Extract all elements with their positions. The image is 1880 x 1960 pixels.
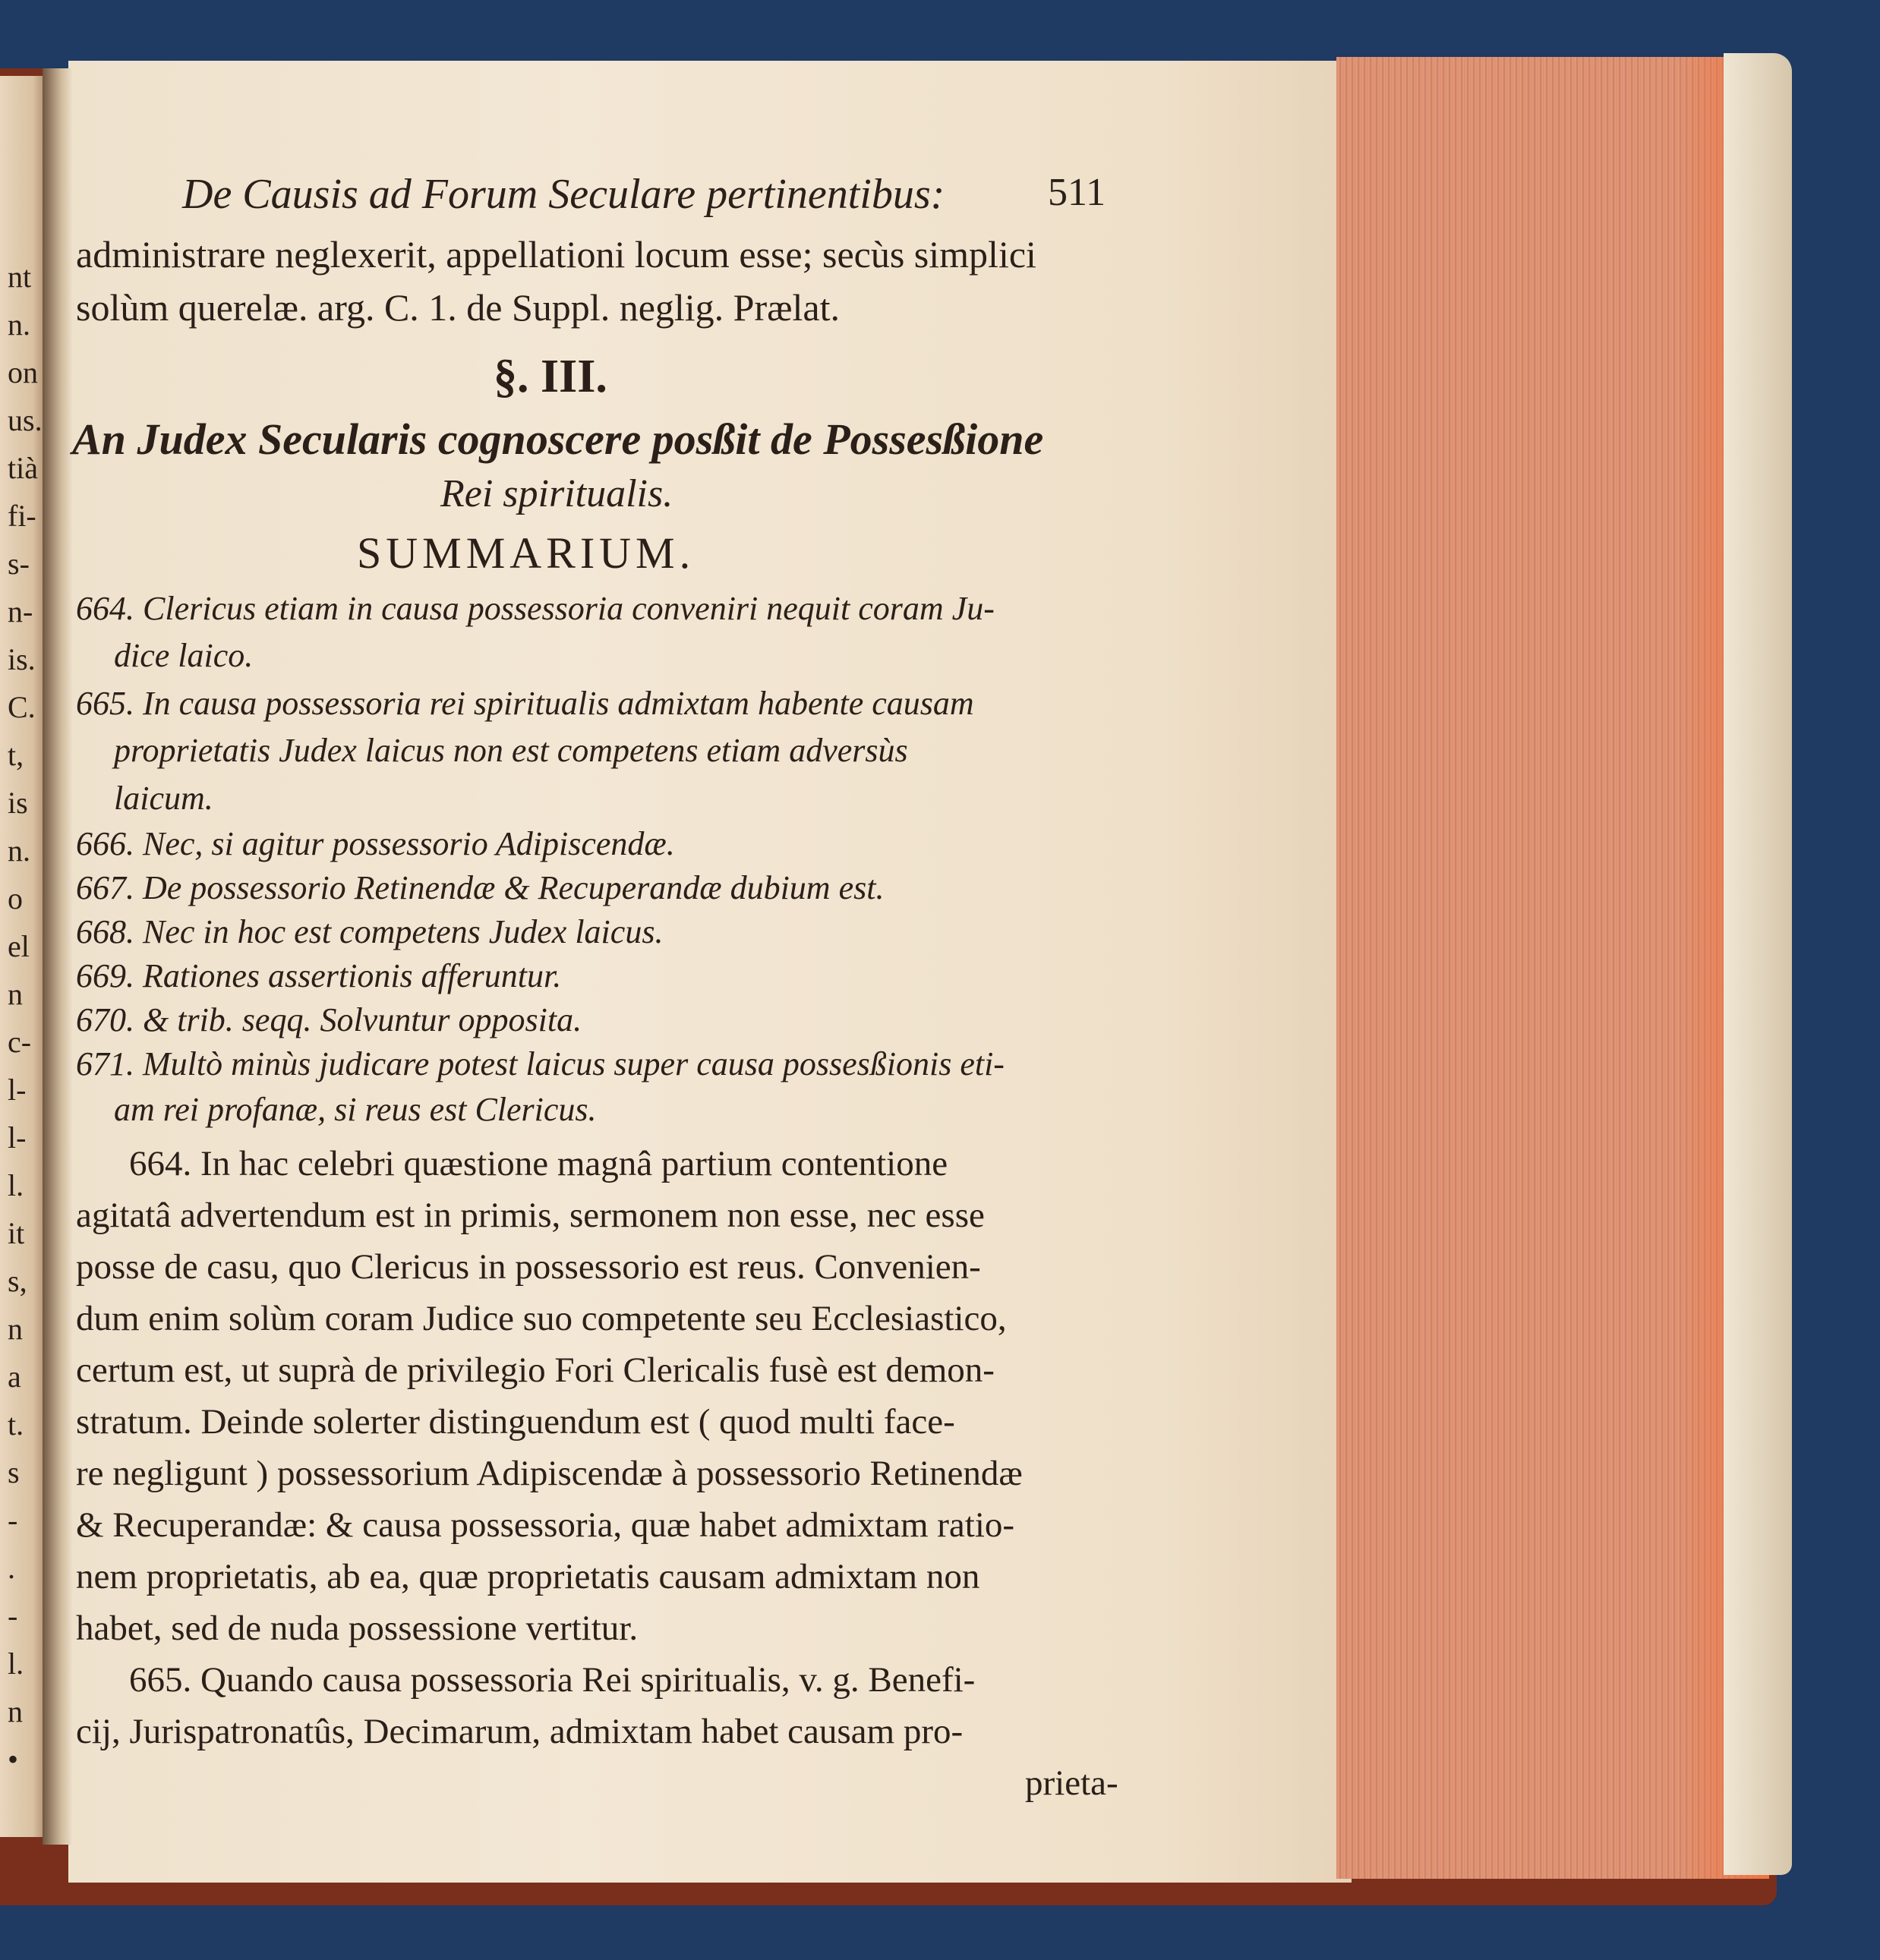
summary-line: proprietatis Judex laicus non est competens etiam adversùs xyxy=(114,732,908,769)
summary-line: 667. De possessorio Retinendæ & Recuperandæ dubium est. xyxy=(76,869,885,906)
body-line: habet, sed de nuda possessione vertitur. xyxy=(76,1609,639,1648)
section-heading-line-2: Rei spiritualis. xyxy=(440,472,673,515)
left-page-fragment: . xyxy=(8,1551,15,1585)
left-page-fragment: nt xyxy=(8,260,32,294)
body-line: 665. Quando causa possessoria Rei spiritualis, v. g. Benefi- xyxy=(129,1660,976,1700)
left-page-fragment: c- xyxy=(8,1025,32,1059)
summary-line: 665. In causa possessoria rei spiritualis admixtam habente causam xyxy=(76,685,974,722)
left-page-fragment: • xyxy=(8,1742,19,1776)
summary-line: dice laico. xyxy=(114,637,254,674)
summary-line: 668. Nec in hoc est competens Judex laicus. xyxy=(76,913,664,950)
left-page-fragment: n xyxy=(8,977,23,1011)
intro-line-1: administrare neglexerit, appellationi locum esse; secùs simplici xyxy=(76,233,1036,276)
left-page-fragment: fi- xyxy=(8,499,36,533)
running-head-title: De Causis ad Forum Seculare pertinentibus: xyxy=(182,171,945,218)
left-page-fragment: l- xyxy=(8,1073,27,1107)
summary-title: SUMMARIUM. xyxy=(357,528,696,578)
left-page-fragment: tià xyxy=(8,451,38,485)
left-page-fragment: s- xyxy=(8,547,30,581)
summary-line: laicum. xyxy=(114,780,213,817)
body-line: re negligunt ) possessorium Adipiscendæ à possessorio Retinendæ xyxy=(76,1454,1023,1493)
left-page-fragment: is xyxy=(8,786,28,820)
body-line: 664. In hac celebri quæstione magnâ partium contentione xyxy=(129,1144,948,1183)
page-number: 511 xyxy=(1048,171,1106,214)
left-page-fragment: a xyxy=(8,1360,21,1394)
body-line: prieta- xyxy=(1025,1763,1118,1803)
left-page-fragment: n xyxy=(8,1312,23,1346)
left-page-fragment: is. xyxy=(8,642,36,676)
body-line: dum enim solùm coram Judice suo competente seu Ecclesiastico, xyxy=(76,1299,1007,1338)
left-page-fragment: s xyxy=(8,1455,20,1489)
left-page-fragment: - xyxy=(8,1599,18,1633)
left-page-fragment: el xyxy=(8,929,30,963)
summary-line: am rei profanæ, si reus est Clericus. xyxy=(114,1091,597,1128)
body-line: nem proprietatis, ab ea, quæ proprietatis causam admixtam non xyxy=(76,1557,980,1596)
left-page-fragment: us. xyxy=(8,403,43,437)
left-page-fragment: o xyxy=(8,881,23,915)
summary-line: 671. Multò minùs judicare potest laicus super causa possesßionis eti- xyxy=(76,1045,1005,1082)
left-page-fragment: n. xyxy=(8,307,30,342)
left-page-fragment: it xyxy=(8,1216,25,1250)
left-page-fragment: n. xyxy=(8,833,30,868)
body-line: cij, Jurispatronatûs, Decimarum, admixtam habet causam pro- xyxy=(76,1712,964,1751)
summary-line: 669. Rationes assertionis afferuntur. xyxy=(76,957,562,994)
summary-line: 666. Nec, si agitur possessorio Adipiscendæ. xyxy=(76,825,675,862)
section-heading-line-1: An Judex Secularis cognoscere posßit de Possesßione xyxy=(72,414,1044,464)
summary-line: 670. & trib. seqq. Solvuntur opposita. xyxy=(76,1001,582,1038)
body-line: & Recuperandæ: & causa possessoria, quæ habet admixtam ratio- xyxy=(76,1505,1015,1545)
body-line: certum est, ut suprà de privilegio Fori Clericalis fusè est demon- xyxy=(76,1350,995,1390)
left-page-fragment: l. xyxy=(8,1646,24,1681)
body-line: agitatâ advertendum est in primis, sermonem non esse, nec esse xyxy=(76,1196,985,1235)
intro-line-2: solùm querelæ. arg. C. 1. de Suppl. neglig. Prælat. xyxy=(76,286,840,329)
left-page-fragment: C. xyxy=(8,690,36,724)
left-page-fragment: l. xyxy=(8,1168,24,1202)
left-page-fragment: on xyxy=(8,355,38,389)
body-line: posse de casu, quo Clericus in possessorio est reus. Convenien- xyxy=(76,1247,981,1287)
summary-line: 664. Clericus etiam in causa possessoria conveniri nequit coram Ju- xyxy=(76,590,995,627)
section-mark: §. III. xyxy=(494,351,607,402)
left-page-fragment: n- xyxy=(8,594,33,629)
left-page-fragment: - xyxy=(8,1503,18,1537)
left-page-fragment: t, xyxy=(8,738,24,772)
left-page-fragment: l- xyxy=(8,1120,27,1155)
left-page-fragment: s, xyxy=(8,1264,27,1298)
body-line: stratum. Deinde solerter distinguendum est ( quod multi face- xyxy=(76,1402,955,1442)
left-page-fragment: n xyxy=(8,1694,23,1728)
left-page-fragment: t. xyxy=(8,1407,24,1442)
